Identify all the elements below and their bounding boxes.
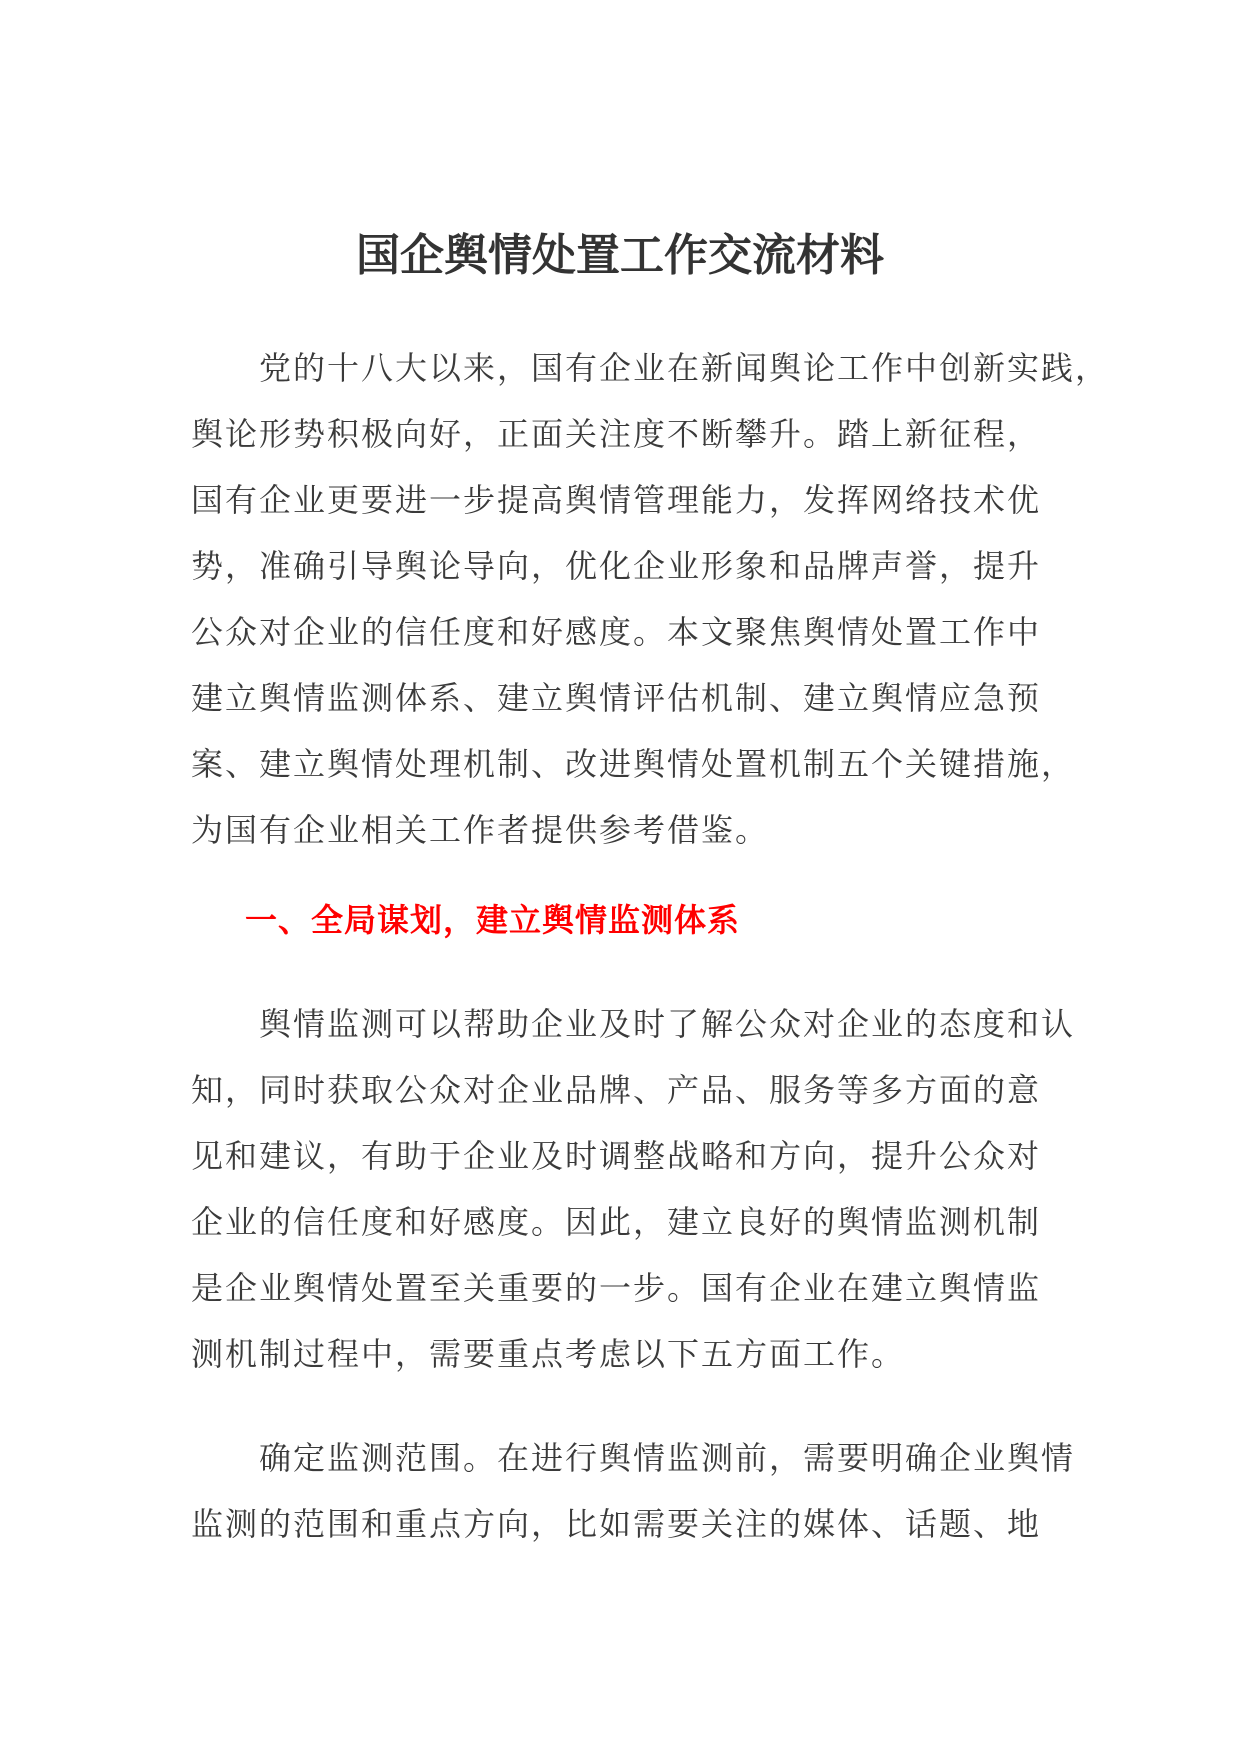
intro-line-1: 党的十八大以来，国有企业在新闻舆论工作中创新实践， bbox=[191, 349, 1110, 387]
intro-line-2: 舆论形势积极向好，正面关注度不断攀升。踏上新征程， bbox=[191, 415, 1042, 453]
section1-para1-line-5: 是企业舆情处置至关重要的一步。国有企业在建立舆情监 bbox=[191, 1269, 1042, 1307]
section1-para2-line-2: 监测的范围和重点方向，比如需要关注的媒体、话题、地 bbox=[191, 1505, 1042, 1543]
section-heading-1: 一、全局谋划，建立舆情监测体系 bbox=[245, 901, 741, 939]
section1-para1-line-2: 知，同时获取公众对企业品牌、产品、服务等多方面的意 bbox=[191, 1071, 1042, 1109]
intro-line-5: 公众对企业的信任度和好感度。本文聚焦舆情处置工作中 bbox=[191, 613, 1042, 651]
section1-para1-line-4: 企业的信任度和好感度。因此，建立良好的舆情监测机制 bbox=[191, 1203, 1042, 1241]
document-title: 国企舆情处置工作交流材料 bbox=[356, 230, 884, 281]
section1-para1-line-6: 测机制过程中，需要重点考虑以下五方面工作。 bbox=[191, 1335, 906, 1373]
intro-line-4: 势，准确引导舆论导向，优化企业形象和品牌声誉，提升 bbox=[191, 547, 1042, 585]
intro-line-7: 案、建立舆情处理机制、改进舆情处置机制五个关键措施， bbox=[191, 745, 1076, 783]
section1-para1-line-3: 见和建议，有助于企业及时调整战略和方向，提升公众对 bbox=[191, 1137, 1042, 1175]
intro-line-6: 建立舆情监测体系、建立舆情评估机制、建立舆情应急预 bbox=[191, 679, 1042, 717]
intro-line-3: 国有企业更要进一步提高舆情管理能力，发挥网络技术优 bbox=[191, 481, 1042, 519]
intro-line-8: 为国有企业相关工作者提供参考借鉴。 bbox=[191, 811, 770, 849]
section1-para2-line-1: 确定监测范围。在进行舆情监测前，需要明确企业舆情 bbox=[191, 1439, 1076, 1477]
section1-para1-line-1: 舆情监测可以帮助企业及时了解公众对企业的态度和认 bbox=[191, 1005, 1076, 1043]
